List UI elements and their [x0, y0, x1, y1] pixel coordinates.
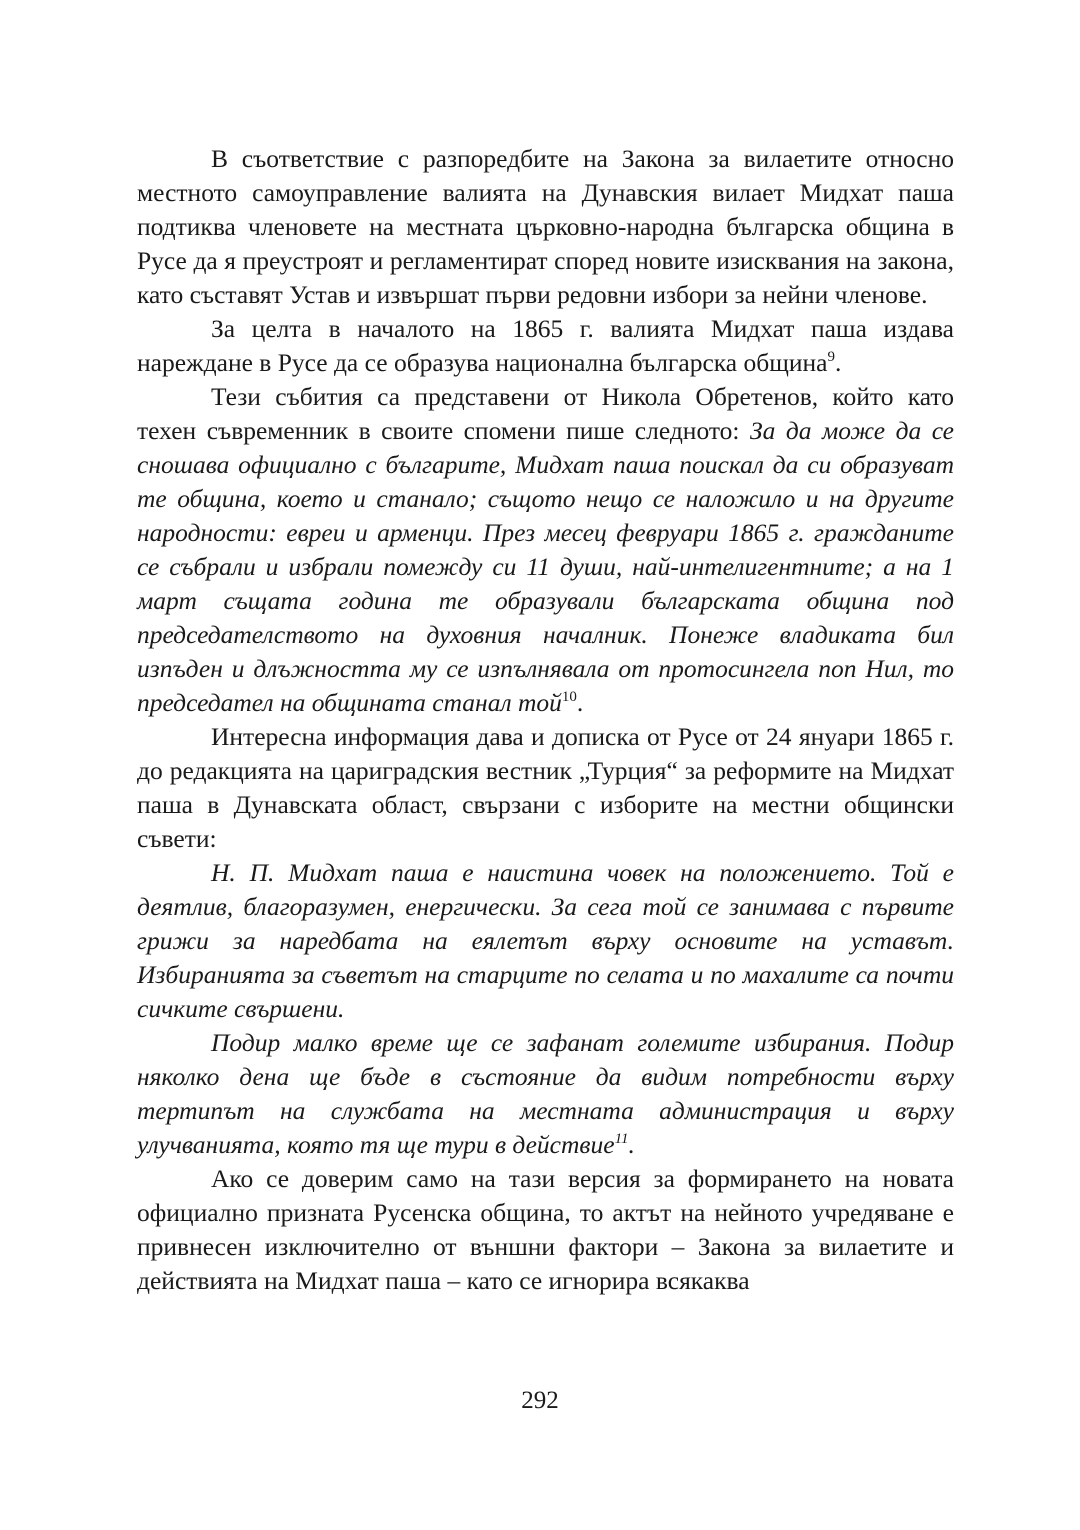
footnote-ref-10[interactable]: 10 [561, 689, 577, 705]
page-number: 292 [521, 1387, 559, 1414]
paragraph-text: Ако се доверим само на тази версия за формирането на новата официално призната Русенска община, то актът на нейното учредяване е привнесен изключително от външни фактори – Закона за вилаетите и действията на Мидхат паша – като се игнорира всякаква [137, 1164, 954, 1295]
sentence-end: . [576, 688, 584, 717]
paragraph-text: В съответствие с разпоредбите на Закона за вилаетите относно местното самоуправление валията на Дунавския вилает Мидхат паша подтиква членовете на местната църковно-народна българска община в Русе да я преустроят и регламентират според новите изисквания на закона, като съставят Устав и извършат първи редовни избори за нейни членове. [137, 144, 954, 309]
paragraph-obretenov-memoir [137, 380, 954, 720]
sentence-end: . [834, 348, 842, 377]
memoir-quote: За да може да се сношава официално с българите, Мидхат паша поискал да си образуват те община, което и станало; същото нещо се наложило и на другите народности: евреи и арменци. През месец февруари 1865 г. гражданите се събрали и избрали помежду си 11 души, най-интелигентните; а на 1 март същата година те образували българската община под председателството на духовния началник. Понеже владиката бил изпъден и длъжността му се изпълнявала от протосингела поп Нил, то председател на общината станал той [137, 416, 954, 717]
paragraph-text: Интересна информация дава и дописка от Русе от 24 януари 1865 г. до редакцията на цариградския вестник „Турция“ за реформите на Мидхат паша в Дунавската област, свързани с изборите на местни общински съвети: [137, 722, 954, 853]
body-text [137, 142, 954, 1298]
newspaper-quote: Н. П. Мидхат паша е наистина човек на положението. Той е деятлив, благоразумен, енергически. За сега той се занимава с първите грижи за наредбата на еялетът върху основите на уставът. Избиранията за съветът на старците по селата и по махалите са почти сичките свършени. [137, 858, 954, 1023]
paragraph-external-factors [137, 1162, 954, 1298]
paragraph-text: За целта в началото на 1865 г. валията Мидхат паша издава нареждане в Русе да се образува национална българска община [137, 314, 954, 377]
paragraph-midhat-reform [137, 142, 954, 312]
newspaper-quote: Подир малко време ще се зафанат големите избирания. Подир няколко дена ще бъде в състояние да видим потребности върху тертипът на службата на местната администрация и върху улучванията, която тя ще тури в действие [137, 1028, 954, 1159]
paragraph-quote-midhat-character [137, 856, 954, 1026]
paragraph-quote-elections [137, 1026, 954, 1162]
footnote-ref-9[interactable]: 9 [827, 349, 835, 365]
footnote-ref-11[interactable]: 11 [614, 1131, 629, 1147]
paragraph-turtsia-correspondence [137, 720, 954, 856]
sentence-end: . [628, 1130, 635, 1159]
paragraph-text: Тези събития са представени от Никола Обретенов, който като техен съвременник в своите спомени пише следното: [137, 382, 954, 445]
paragraph-community-order [137, 312, 954, 380]
